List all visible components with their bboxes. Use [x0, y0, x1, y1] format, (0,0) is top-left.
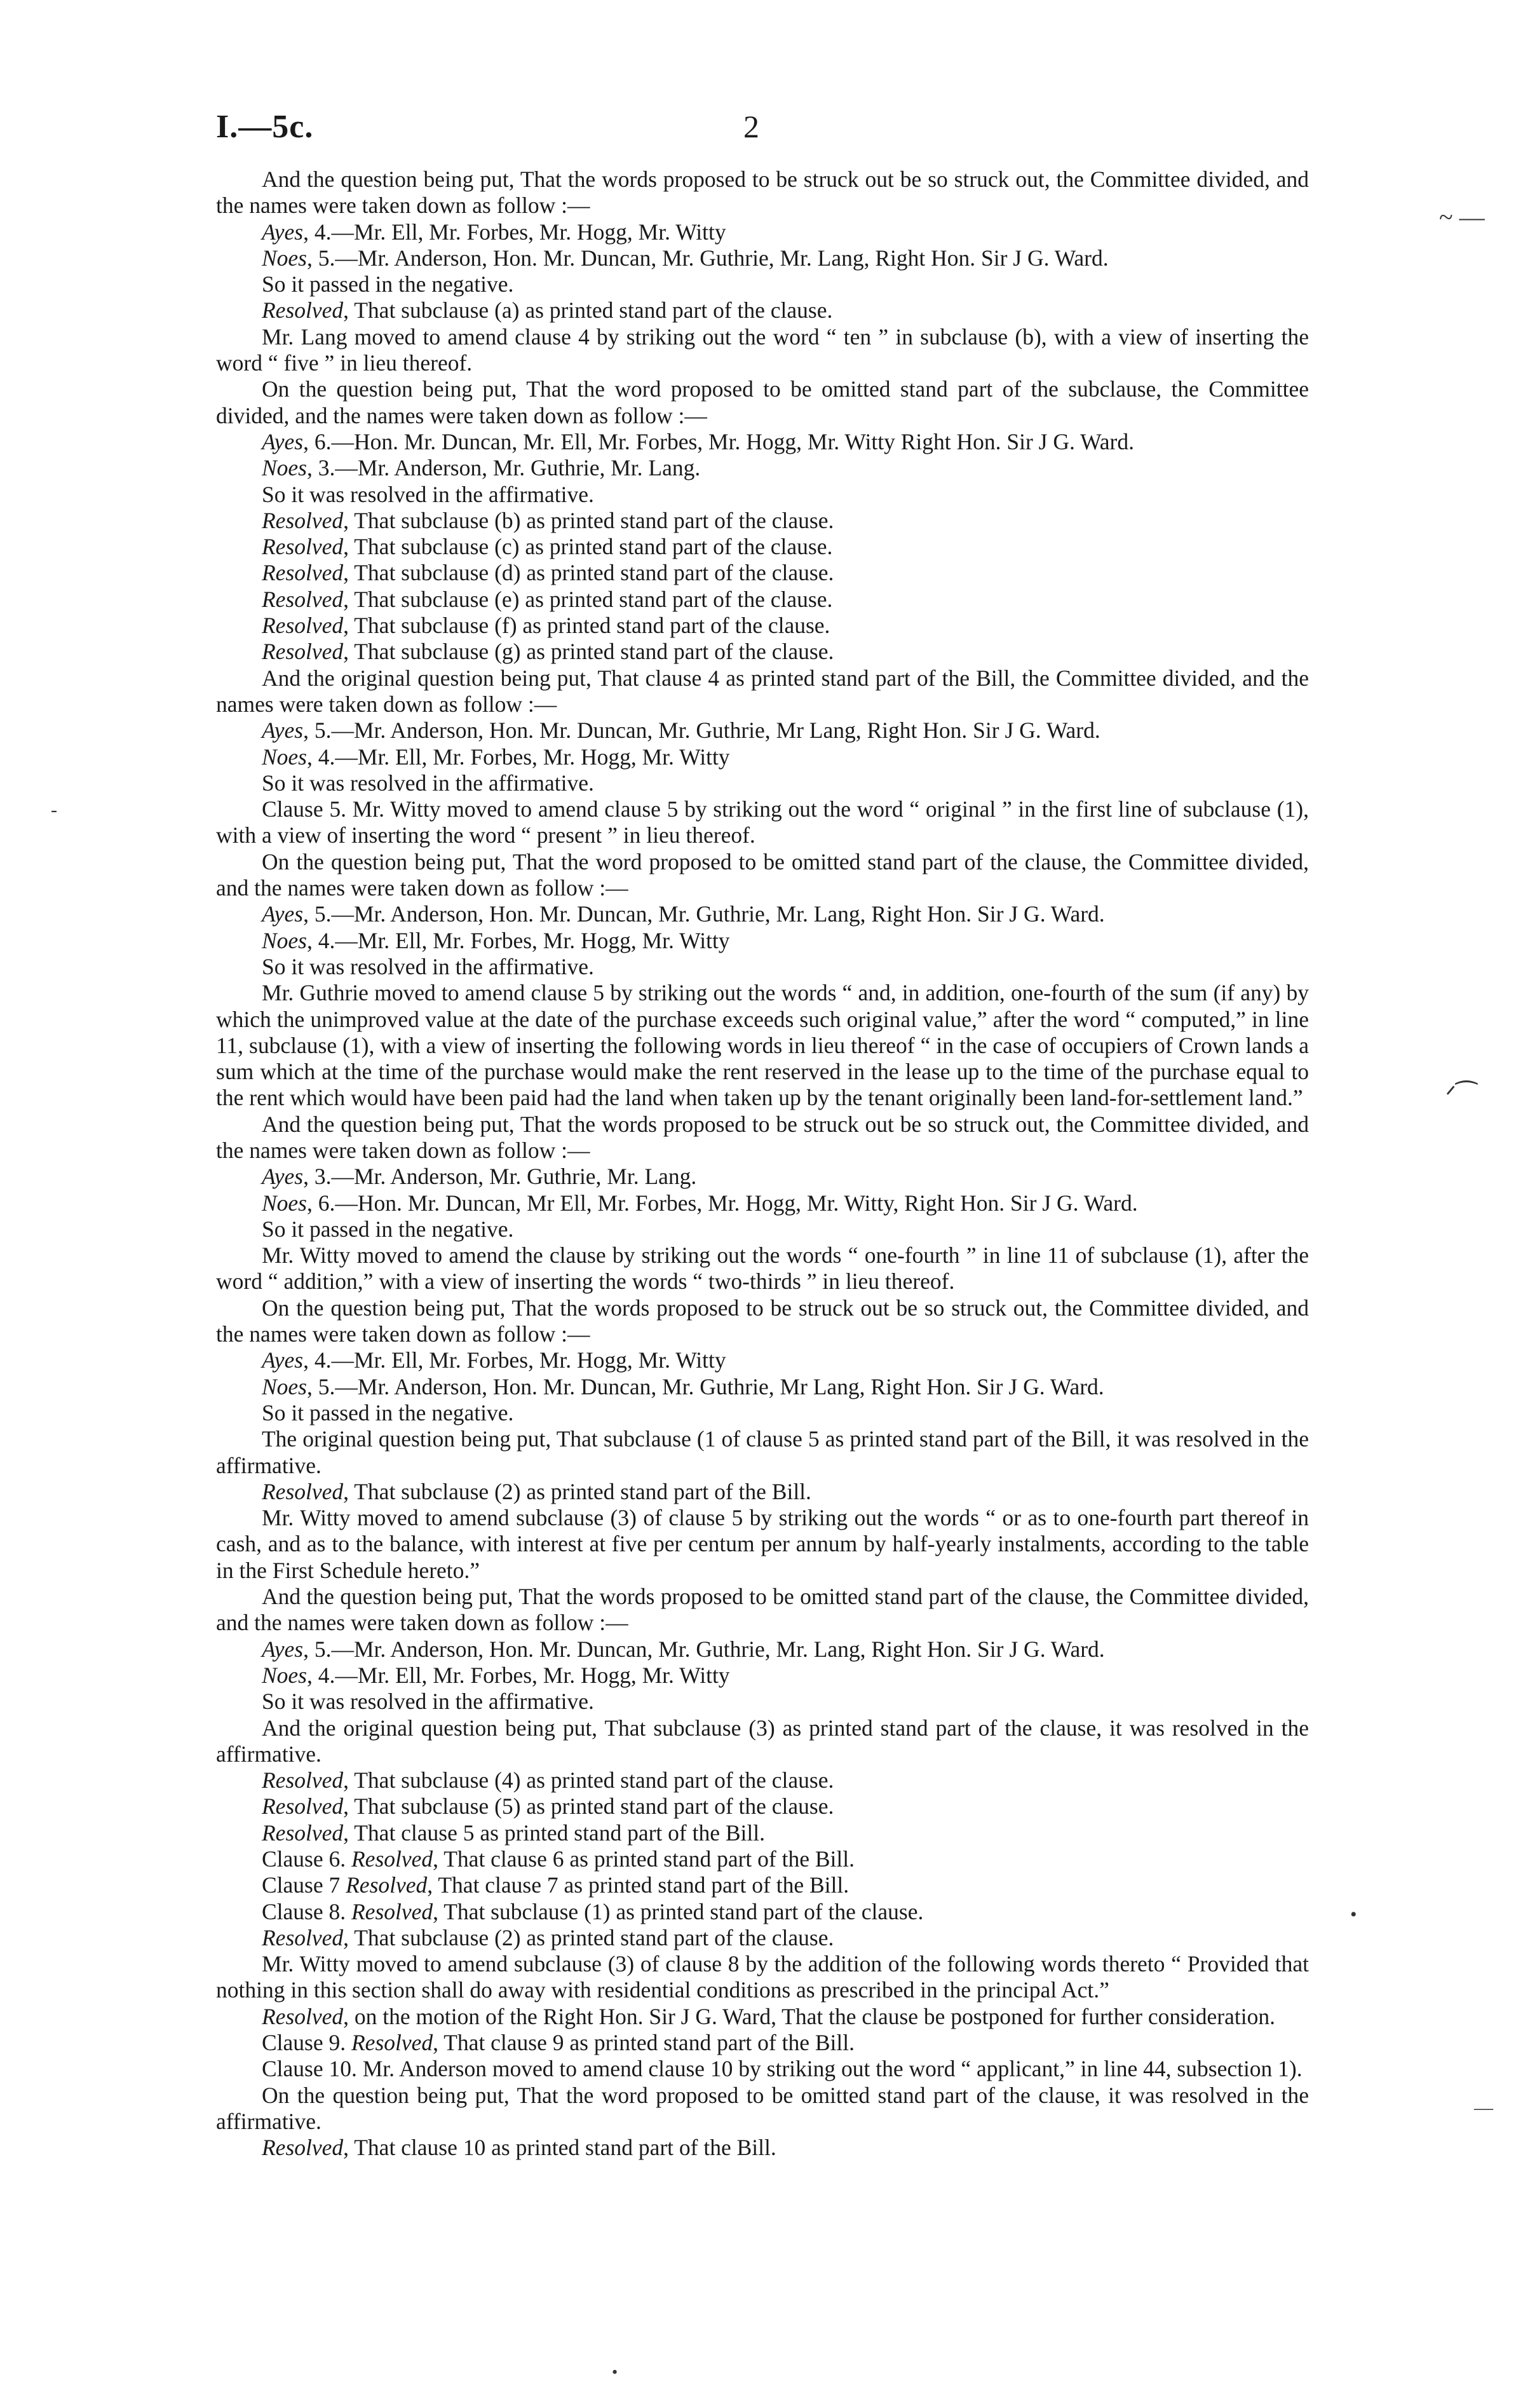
paragraph-text: , 4.—Mr. Ell, Mr. Forbes, Mr. Hogg, Mr. Witty: [307, 927, 730, 953]
margin-mark-icon: ~ —: [1439, 203, 1485, 231]
paragraph-text: , That clause 7 as printed stand part of the Bill.: [427, 1872, 849, 1898]
paragraph-text: , That clause 5 as printed stand part of the Bill.: [343, 1820, 765, 1846]
minutes-paragraph: [216, 1793, 1309, 1820]
paragraph-text: , 4.—Mr. Ell, Mr. Forbes, Mr. Hogg, Mr. Witty: [307, 1662, 730, 1688]
paragraph-text: Mr. Guthrie moved to amend clause 5 by striking out the words “ and, in addition, one-fourth of the sum (if any) by which the unimproved value at the date of the purchase exceeds such original value,” after the word “ computed,” in line 11, subclause (1), with a view of inserting the following words in lieu thereof “ in the case of occupiers of Crown lands a sum which at the time of the purchase would make the rent reserved in the lease up to the time of the purchase equal to the rent which would have been paid had the land when taken up by the tenant originally been land-for-settlement land.”: [216, 980, 1309, 1111]
minutes-paragraph: [216, 297, 1309, 323]
minutes-paragraph: [216, 796, 1309, 849]
footer-dot-icon: •: [612, 2363, 618, 2381]
paragraph-text: The original question being put, That subclause (1 of clause 5 as printed stand part of the Bill, it was resolved in the affirmative.: [216, 1426, 1309, 1478]
paragraph-text: On the question being put, That the word proposed to be omitted stand part of the clause, it was resolved in the affirmative.: [216, 2082, 1309, 2134]
minutes-paragraph: [216, 508, 1309, 534]
paragraph-text: On the question being put, That the word proposed to be omitted stand part of the clause, the Committee divided, and the names were taken down as follow :—: [216, 848, 1309, 901]
paragraph-lead: Resolved: [351, 2030, 433, 2056]
minutes-paragraph: [216, 901, 1309, 927]
minutes-paragraph: [216, 429, 1309, 455]
minutes-paragraph: [216, 2056, 1309, 2082]
paragraph-lead: Ayes: [262, 1636, 304, 1662]
paragraph-text: , That subclause (e) as printed stand part of the clause.: [343, 586, 833, 612]
minutes-paragraph: [216, 1190, 1309, 1216]
minutes-paragraph: [216, 2004, 1309, 2030]
minutes-paragraph: [216, 1846, 1309, 1872]
minutes-paragraph: [216, 744, 1309, 770]
document-reference: I.—5c.: [216, 109, 314, 145]
minutes-paragraph: [216, 587, 1309, 613]
minutes-paragraph: [216, 271, 1309, 297]
paragraph-text: Mr. Witty moved to amend the clause by striking out the words “ one-fourth ” in line 11 of subclause (1), after the word “ addition,” with a view of inserting the words “ two-thirds ” in lieu thereof.: [216, 1242, 1309, 1295]
paragraph-text: Clause 10. Mr. Anderson moved to amend clause 10 by striking out the word “ applicant,” in line 44, subsection 1).: [262, 2056, 1303, 2082]
paragraph-lead: Resolved: [351, 1898, 433, 1924]
minutes-paragraph: [216, 219, 1309, 245]
paragraph-text: , That subclause (c) as printed stand part of the clause.: [343, 534, 833, 560]
minutes-paragraph: [216, 455, 1309, 481]
minutes-paragraph: [216, 245, 1309, 271]
minutes-paragraph: [216, 1951, 1309, 2004]
paragraph-text: , 4.—Mr. Ell, Mr. Forbes, Mr. Hogg, Mr. Witty: [307, 744, 730, 770]
minutes-paragraph: [216, 482, 1309, 508]
paragraph-text: So it was resolved in the affirmative.: [262, 481, 594, 507]
paragraph-text: , That subclause (d) as printed stand part of the clause.: [343, 560, 834, 586]
minutes-paragraph: [216, 1216, 1309, 1242]
minutes-paragraph: [216, 980, 1309, 1111]
margin-dash-icon: —: [1474, 2097, 1493, 2118]
paragraph-lead: Noes: [262, 1662, 307, 1688]
paragraph-text: , 6.—Hon. Mr. Duncan, Mr Ell, Mr. Forbes, Mr. Hogg, Mr. Witty, Right Hon. Sir J G. Ward.: [307, 1190, 1138, 1216]
paragraph-text: , That subclause (f) as printed stand part of the clause.: [343, 613, 830, 639]
paragraph-text: So it was resolved in the affirmative.: [262, 1689, 594, 1715]
paragraph-text: , 5.—Mr. Anderson, Hon. Mr. Duncan, Mr. Guthrie, Mr. Lang, Right Hon. Sir J G. Ward.: [307, 245, 1109, 271]
paragraph-text: On the question being put, That the words proposed to be struck out be so struck out, the Committee divided, and the names were taken down as follow :—: [216, 1295, 1309, 1347]
minutes-paragraph: [216, 1347, 1309, 1373]
minutes-paragraph: [216, 2083, 1309, 2135]
minutes-paragraph: [216, 1374, 1309, 1400]
paragraph-text: And the original question being put, That subclause (3) as printed stand part of the clause, it was resolved in the affirmative.: [216, 1715, 1309, 1767]
minutes-paragraph: [216, 1663, 1309, 1689]
paragraph-text: , That subclause (5) as printed stand part of the clause.: [343, 1793, 834, 1820]
minutes-paragraph: [216, 770, 1309, 796]
paragraph-lead: Resolved: [262, 639, 344, 665]
paragraph-lead: Ayes: [262, 219, 304, 245]
paragraph-lead: Resolved: [262, 1820, 344, 1846]
minutes-paragraph: [216, 613, 1309, 639]
paragraph-lead: Resolved: [262, 586, 344, 612]
margin-mark-icon: ᐟ⁀: [1445, 1081, 1477, 1110]
paragraph-text: , That subclause (2) as printed stand part of the clause.: [343, 1924, 834, 1950]
paragraph-text: , 4.—Mr. Ell, Mr. Forbes, Mr. Hogg, Mr. Witty: [303, 1347, 726, 1373]
paragraph-lead: Resolved: [262, 1767, 344, 1793]
minutes-paragraph: [216, 1479, 1309, 1505]
paragraph-text: , That subclause (2) as printed stand part of the Bill.: [343, 1478, 811, 1504]
minutes-paragraph: [216, 1820, 1309, 1846]
paragraph-text: , That subclause (a) as printed stand part of the clause.: [343, 297, 833, 323]
minutes-paragraph: [216, 1715, 1309, 1768]
paragraph-lead: Resolved: [351, 1846, 433, 1872]
minutes-paragraph: [216, 1767, 1309, 1793]
clause-label: Clause 6.: [262, 1846, 351, 1872]
paragraph-lead: Ayes: [262, 901, 304, 927]
clause-label: Clause 7: [262, 1872, 346, 1898]
minutes-paragraph: [216, 560, 1309, 586]
minutes-paragraph: [216, 1689, 1309, 1715]
paragraph-lead: Noes: [262, 744, 307, 770]
paragraph-text: , 5.—Mr. Anderson, Hon. Mr. Duncan, Mr. Guthrie, Mr Lang, Right Hon. Sir J G. Ward.: [303, 718, 1100, 744]
page-number: 2: [743, 109, 759, 144]
paragraph-text: , 3.—Mr. Anderson, Mr. Guthrie, Mr. Lang.: [307, 455, 701, 481]
minutes-paragraph: [216, 1872, 1309, 1898]
paragraph-text: , 5.—Mr. Anderson, Hon. Mr. Duncan, Mr. Guthrie, Mr. Lang, Right Hon. Sir J G. Ward.: [303, 901, 1105, 927]
paragraph-text: Mr. Lang moved to amend clause 4 by striking out the word “ ten ” in subclause (b), with a view of inserting the word “ five ” in lieu thereof.: [216, 323, 1309, 376]
paragraph-lead: Resolved: [262, 297, 344, 323]
paragraph-lead: Resolved: [262, 1793, 344, 1820]
minutes-paragraph: [216, 534, 1309, 560]
paragraph-lead: Noes: [262, 1190, 307, 1216]
paragraph-lead: Resolved: [262, 507, 344, 533]
paragraph-text: Mr. Witty moved to amend subclause (3) of clause 8 by the addition of the following words thereto “ Provided that nothing in this section shall do away with residential conditions as prescribed in the principal Act.”: [216, 1951, 1309, 2003]
paragraph-lead: Noes: [262, 245, 307, 271]
minutes-paragraph: [216, 1164, 1309, 1190]
paragraph-lead: Resolved: [262, 1924, 344, 1950]
margin-dot-icon: •: [1350, 1904, 1357, 1925]
minutes-paragraph: [216, 1636, 1309, 1663]
paragraph-text: And the question being put, That the words proposed to be omitted stand part of the clause, the Committee divided, and the names were taken down as follow :—: [216, 1584, 1309, 1636]
paragraph-lead: Resolved: [262, 560, 344, 586]
paragraph-text: And the original question being put, That clause 4 as printed stand part of the Bill, the Committee divided, and the names were taken down as follow :—: [216, 665, 1309, 717]
paragraph-text: , That subclause (1) as printed stand part of the clause.: [433, 1898, 924, 1924]
paragraph-lead: Resolved: [262, 1478, 344, 1504]
paragraph-text: , 6.—Hon. Mr. Duncan, Mr. Ell, Mr. Forbes, Mr. Hogg, Mr. Witty Right Hon. Sir J G. Ward.: [303, 428, 1134, 454]
minutes-paragraph: [216, 167, 1309, 219]
paragraph-lead: Ayes: [262, 1347, 304, 1373]
paragraph-text: So it was resolved in the affirmative.: [262, 953, 594, 979]
minutes-paragraph: [216, 849, 1309, 902]
paragraph-lead: Noes: [262, 455, 307, 481]
minutes-paragraph: [216, 2030, 1309, 2056]
minutes-paragraph: [216, 928, 1309, 954]
margin-dot-icon: -: [51, 799, 57, 820]
paragraph-text: , That subclause (g) as printed stand part of the clause.: [343, 639, 834, 665]
paragraph-text: So it passed in the negative.: [262, 1399, 514, 1425]
paragraph-text: , That subclause (b) as printed stand part of the clause.: [343, 507, 834, 533]
paragraph-text: , That clause 9 as printed stand part of the Bill.: [433, 2030, 855, 2056]
minutes-paragraph: [216, 1899, 1309, 1925]
paragraph-text: And the question being put, That the words proposed to be struck out be so struck out, the Committee divided, and the names were taken down as follow :—: [216, 167, 1309, 219]
paragraph-text: , 4.—Mr. Ell, Mr. Forbes, Mr. Hogg, Mr. Witty: [303, 219, 726, 245]
paragraph-text: , 3.—Mr. Anderson, Mr. Guthrie, Mr. Lang.: [303, 1164, 697, 1190]
paragraph-lead: Noes: [262, 927, 307, 953]
paragraph-lead: Ayes: [262, 718, 304, 744]
paragraph-lead: Resolved: [262, 613, 344, 639]
minutes-paragraph: [216, 1295, 1309, 1348]
clause-label: Clause 9.: [262, 2030, 351, 2056]
paragraph-lead: Resolved: [346, 1872, 428, 1898]
minutes-paragraph: [216, 376, 1309, 429]
minutes-paragraph: [216, 718, 1309, 744]
minutes-paragraph: [216, 1584, 1309, 1636]
minutes-paragraph: [216, 1426, 1309, 1479]
paragraph-text: , 5.—Mr. Anderson, Hon. Mr. Duncan, Mr. Guthrie, Mr Lang, Right Hon. Sir J G. Ward.: [307, 1373, 1104, 1399]
minutes-paragraph: [216, 1112, 1309, 1164]
minutes-paragraph: [216, 665, 1309, 718]
paragraph-text: Mr. Witty moved to amend subclause (3) of clause 5 by striking out the words “ or as to one-fourth part thereof in cash, and as to the balance, with interest at five per centum per annum by half-yearly instalments, according to the table in the First Schedule hereto.”: [216, 1505, 1309, 1583]
minutes-paragraph: [216, 1505, 1309, 1584]
paragraph-text: , That clause 10 as printed stand part of the Bill.: [343, 2135, 776, 2161]
paragraph-text: Clause 5. Mr. Witty moved to amend clause 5 by striking out the word “ original ” in the first line of subclause (1), with a view of inserting the word “ present ” in lieu thereof.: [216, 796, 1309, 848]
paragraph-text: So it was resolved in the affirmative.: [262, 770, 594, 796]
minutes-paragraph: [216, 954, 1309, 980]
paragraph-lead: Noes: [262, 1373, 307, 1399]
paragraph-lead: Resolved: [262, 2135, 344, 2161]
paragraph-lead: Resolved: [262, 2003, 344, 2029]
paragraph-text: So it passed in the negative.: [262, 1216, 514, 1242]
minutes-paragraph: [216, 1242, 1309, 1295]
paragraph-lead: Resolved: [262, 534, 344, 560]
minutes-paragraph: [216, 324, 1309, 377]
paragraph-text: And the question being put, That the words proposed to be struck out be so struck out, the Committee divided, and the names were taken down as follow :—: [216, 1111, 1309, 1163]
paragraph-lead: Ayes: [262, 1164, 304, 1190]
minutes-paragraph: [216, 1925, 1309, 1951]
paragraph-text: , 5.—Mr. Anderson, Hon. Mr. Duncan, Mr. Guthrie, Mr. Lang, Right Hon. Sir J G. Ward.: [303, 1636, 1105, 1662]
paragraph-text: , on the motion of the Right Hon. Sir J G. Ward, That the clause be postponed for further consideration.: [343, 2003, 1275, 2029]
minutes-body: [216, 167, 1309, 2161]
paragraph-text: So it passed in the negative.: [262, 271, 514, 297]
clause-label: Clause 8.: [262, 1898, 351, 1924]
minutes-paragraph: [216, 639, 1309, 665]
minutes-paragraph: [216, 1400, 1309, 1426]
paragraph-text: On the question being put, That the word proposed to be omitted stand part of the subclause, the Committee divided, and the names were taken down as follow :—: [216, 376, 1309, 428]
paragraph-text: , That clause 6 as printed stand part of the Bill.: [433, 1846, 855, 1872]
paragraph-text: , That subclause (4) as printed stand part of the clause.: [343, 1767, 834, 1793]
paragraph-lead: Ayes: [262, 428, 304, 454]
minutes-paragraph: [216, 2135, 1309, 2161]
